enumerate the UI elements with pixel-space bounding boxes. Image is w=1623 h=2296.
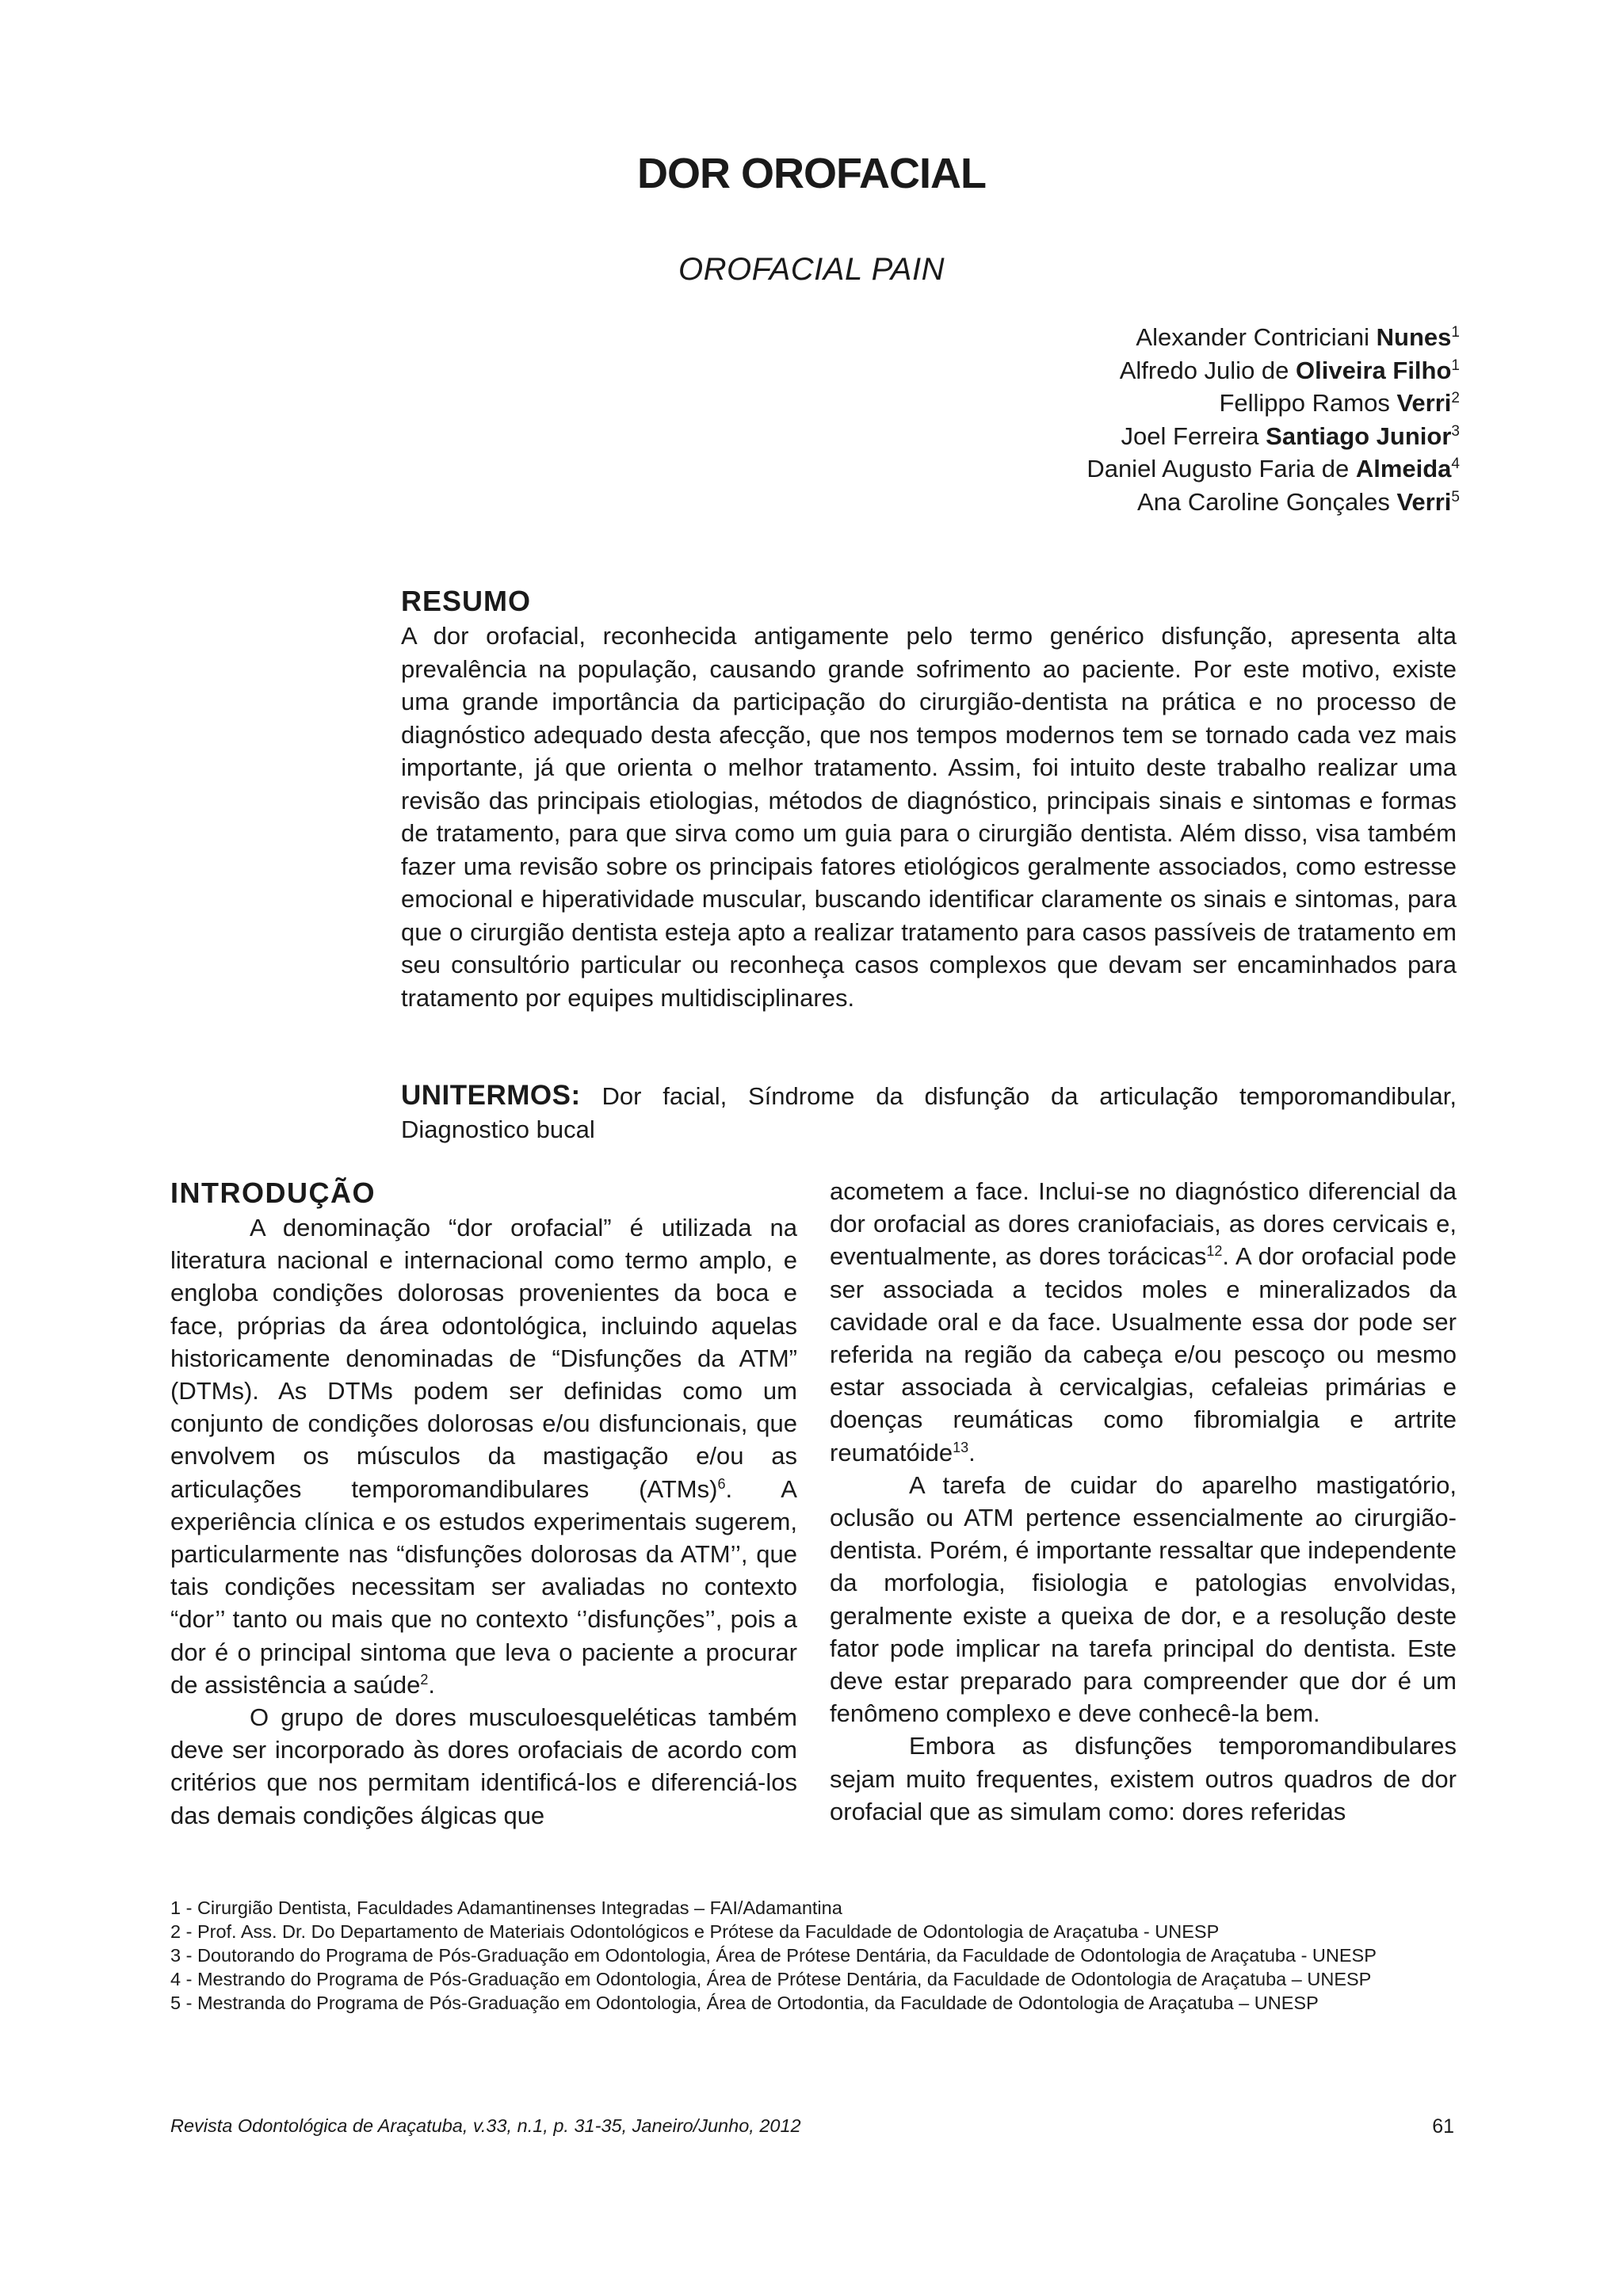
article-subtitle: OROFACIAL PAIN [678,252,945,287]
abstract-text: A dor orofacial, reconhecida antigamente pelo termo genérico disfunção, apresenta alta prevalência na população, causando grande sofrimento ao paciente. Por este motivo, existe uma grande importância da participação do cirurgião-dentista na prática e no processo de diagnóstico adequado desta afecção, que nos tempos modernos tem se tornado cada vez mais importante, já que orienta o melhor tratamento. Assim, foi intuito deste trabalho realizar uma revisão das principais etiologias, métodos de diagnóstico, principais sinais e sintomas e formas de tratamento, para que sirva como um guia para o cirurgião dentista. Além disso, visa também fazer uma revisão sobre os principais fatores etiológicos geralmente associados, como estresse emocional e hiperatividade muscular, buscando identificar claramente os sinais e sintomas, para que o cirurgião dentista esteja apto a realizar tratamento para casos passíveis de tratamento em seu consultório particular ou reconheça casos complexos que devam ser encaminhados para tratamento por equipes multidisciplinares. [401,622,1457,1012]
paragraph: O grupo de dores musculoesqueléticas também deve ser incorporado às dores orofaciais de acordo com critérios que nos permitam identificá-los e diferenciá-los das demais condições álgicas que [170,1703,797,1829]
footnotes [170,1896,1454,2015]
author: Daniel Augusto Faria de Almeida$^4$ [1086,455,1460,482]
author-list [1086,321,1460,518]
column-right [830,1175,1457,1828]
footnote: 3 - Doutorando do Programa de Pós-Graduação em Odontologia, Área de Prótese Dentária, da Faculdade de Odontologia de Araçatuba - UNESP [170,1945,1377,1966]
footnote: 4 - Mestrando do Programa de Pós-Graduação em Odontologia, Área de Prótese Dentária, da Faculdade de Odontologia de Araçatuba – UNESP [170,1969,1372,1989]
journal-citation: Revista Odontológica de Araçatuba, v.33, n.1, p. 31-35, Janeiro/Junho, 2012 [170,2115,801,2136]
paragraph: Embora as disfunções temporomandibulares sejam muito frequentes, existem outros quadros de dor orofacial que as simulam como: dores referidas [830,1732,1457,1825]
keywords-text: Dor facial, Síndrome da disfunção da articulação temporomandibular, Diagnostico bucal [401,1082,1457,1143]
paragraph: acometem a face. Inclui-se no diagnóstico diferencial da dor orofacial as dores craniofaciais, as dores cervicais e, eventualmente, as dores torácicas$^{12}$. A dor orofacial pode ser associada a tecidos moles e mineralizados da cavidade oral e da face. Usualmente essa dor pode ser referida na região da cabeça e/ou pescoço ou mesmo estar associada à cervicalgias, cefaleias primárias e doenças reumáticas como fibromialgia e artrite reumatóide$^{13}$. [830,1177,1457,1466]
abstract-heading: RESUMO [401,585,532,617]
abstract [401,585,1457,1014]
footnote: 1 - Cirurgião Dentista, Faculdades Adamantinenses Integradas – FAI/Adamantina [170,1897,842,1918]
footnote: 5 - Mestranda do Programa de Pós-Graduação em Odontologia, Área de Ortodontia, da Faculdade de Odontologia de Araçatuba – UNESP [170,1993,1319,2013]
page-number: 61 [1432,2115,1454,2138]
keywords-label: UNITERMOS: [401,1080,581,1111]
keywords [401,1079,1457,1146]
section-heading: INTRODUÇÃO [170,1177,376,1209]
column-left [170,1175,797,1832]
author: Fellippo Ramos Verri$^2$ [1219,389,1460,417]
page-footer [170,2115,1454,2137]
author: Alfredo Julio de Oliveira Filho$^1$ [1119,356,1460,384]
author: Alexander Contriciani Nunes$^1$ [1136,323,1460,351]
footnote: 2 - Prof. Ass. Dr. Do Departamento de Materiais Odontológicos e Prótese da Faculdade de Odontologia de Araçatuba - UNESP [170,1921,1220,1942]
paragraph: A denominação “dor orofacial” é utilizada na literatura nacional e internacional como termo amplo, e engloba condições dolorosas provenientes da boca e face, próprias da área odontológica, incluindo aquelas historicamente denominadas de “Disfunções da ATM” (DTMs). As DTMs podem ser definidas como um conjunto de condições dolorosas e/ou disfuncionais, que envolvem os músculos da mastigação e/ou as articulações temporomandibulares (ATMs)$^6$. A experiência clínica e os estudos experimentais sugerem, particularmente nas “disfunções dolorosas da ATM’’, que tais condições necessitam ser avaliadas no contexto “dor’’ tanto ou mais que no contexto ‘’disfunções’’, pois a dor é o principal sintoma que leva o paciente a procurar de assistência a saúde$^2$. [170,1214,797,1699]
article-title: DOR OROFACIAL [637,150,986,197]
author: Ana Caroline Gonçales Verri$^5$ [1137,487,1460,516]
author: Joel Ferreira Santiago Junior$^3$ [1121,421,1460,450]
paragraph: A tarefa de cuidar do aparelho mastigatório, oclusão ou ATM pertence essencialmente ao cirurgião-dentista. Porém, é importante ressaltar que independente da morfologia, fisiologia e patologias envolvidas, geralmente existe a queixa de dor, e a resolução deste fator pode implicar na tarefa principal do dentista. Este deve estar preparado para compreender que dor é um fenômeno complexo e deve conhecê-la bem. [830,1470,1457,1728]
